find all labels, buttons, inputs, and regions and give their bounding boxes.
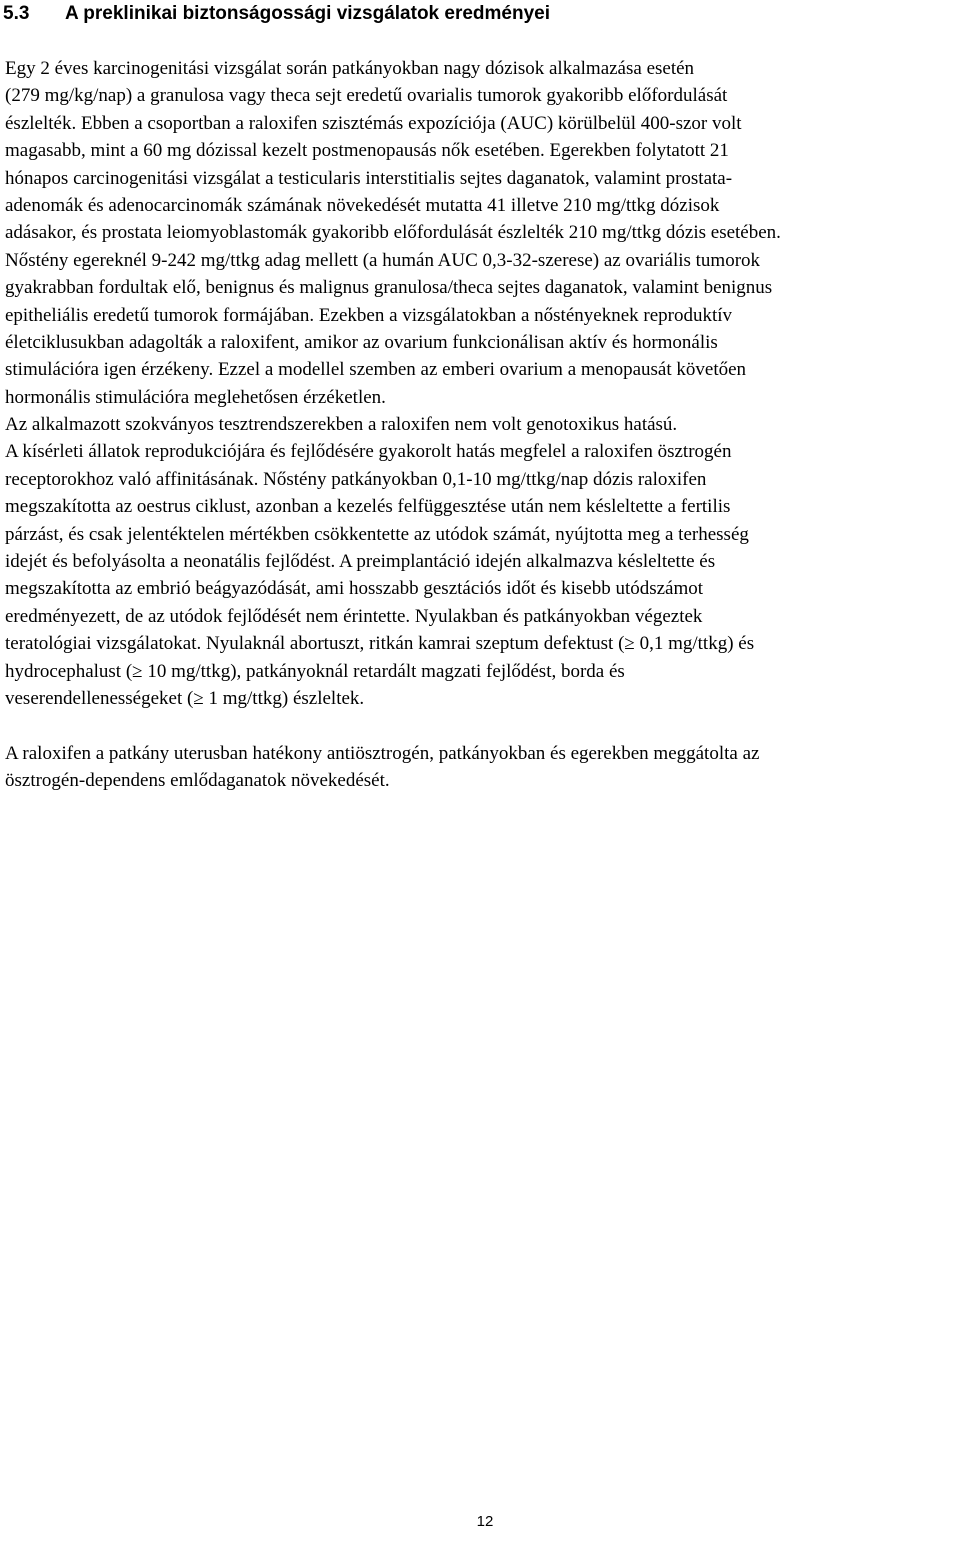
text-line: megszakította az oestrus ciklust, azonban a kezelés felfüggesztése után nem késleltette a fertilis [5,496,731,518]
section-heading [3,0,550,28]
text-line: megszakította az embrió beágyazódását, ami hosszabb gesztációs időt és kisebb utódszámot [5,578,704,600]
text-line: párzást, és csak jelentéktelen mértékben csökkentette az utódok számát, nyújtotta meg a terhesség [5,523,749,545]
paragraph-spacer [5,712,960,739]
text-line: eredményezett, de az utódok fejlődését nem érintette. Nyulakban és patkányokban végeztek [5,605,703,627]
text-line: adásakor, és prostata leiomyoblastomák gyakoribb előfordulását észlelték 210 mg/ttkg dózis esetében. [5,222,781,244]
text-line: hónapos carcinogenitási vizsgálat a testicularis interstitialis sejtes daganatok, valamint prostata- [5,167,733,189]
text-line: epitheliális eredetű tumorok formájában. Ezekben a vizsgálatokban a nőstényeknek reproduktív [5,304,733,326]
text-line: stimulációra igen érzékeny. Ezzel a modellel szemben az emberi ovarium a menopausát követően [5,359,747,381]
text-line: hormonális stimulációra meglehetősen érzéketlen. [5,386,386,408]
text-line: Egy 2 éves karcinogenitási vizsgálat során patkányokban nagy dózisok alkalmazása esetén [5,58,695,79]
text-line: teratológiai vizsgálatokat. Nyulaknál abortuszt, ritkán kamrai szeptum defektust (≥ 0,1 mg/ttkg) és [5,633,755,655]
text-line: receptorokhoz való affinitásának. Nőstény patkányokban 0,1-10 mg/ttkg/nap dózis raloxifen [5,468,707,490]
section-number: 5.3 [3,3,30,24]
text-line: A kísérleti állatok reprodukciójára és fejlődésére gyakorolt hatás megfelel a raloxifen ösztrogén [5,441,732,463]
text-line: magasabb, mint a 60 mg dózissal kezelt postmenopausás nők esetében. Egerekben folytatott 21 [5,140,729,162]
text-line: gyakrabban fordultak elő, benignus és malignus granulosa/theca sejtes daganatok, valamint benignus [5,277,773,299]
text-line: adenomák és adenocarcinomák számának növekedését mutatta 41 illetve 210 mg/ttkg dózisok [5,194,720,216]
text-line: Az alkalmazott szokványos tesztrendszerekben a raloxifen nem volt genotoxikus hatású. [5,414,678,436]
text-line: veserendellenességeket (≥ 1 mg/ttkg) észleltek. [5,687,365,709]
body-text [5,55,960,795]
text-line: (279 mg/kg/nap) a granulosa vagy theca sejt eredetű ovarialis tumorok gyakoribb előfordulását [5,85,728,107]
text-line: ösztrogén-dependens emlődaganatok növekedését. [5,770,390,792]
text-line: életciklusukban adagolták a raloxifent, amikor az ovarium funkcionálisan aktív és hormonális [5,331,718,353]
text-line: észlelték. Ebben a csoportban a raloxifen szisztémás expozíciója (AUC) körülbelül 400-szor volt [5,112,742,134]
page-number: 12 [476,1513,494,1530]
text-line: A raloxifen a patkány uterusban hatékony antiösztrogén, patkányokban és egerekben meggátolta az [5,742,760,764]
text-line: Nőstény egereknél 9-242 mg/ttkg adag mellett (a humán AUC 0,3-32-szerese) az ovariális tumorok [5,249,761,271]
text-line: idejét és befolyásolta a neonatális fejlődést. A preimplantáció idején alkalmazva késleltette és [5,551,716,573]
text-line: hydrocephalust (≥ 10 mg/ttkg), patkányoknál retardált magzati fejlődést, borda és [5,660,625,682]
section-title: A preklinikai biztonságossági vizsgálatok eredményei [65,3,551,24]
